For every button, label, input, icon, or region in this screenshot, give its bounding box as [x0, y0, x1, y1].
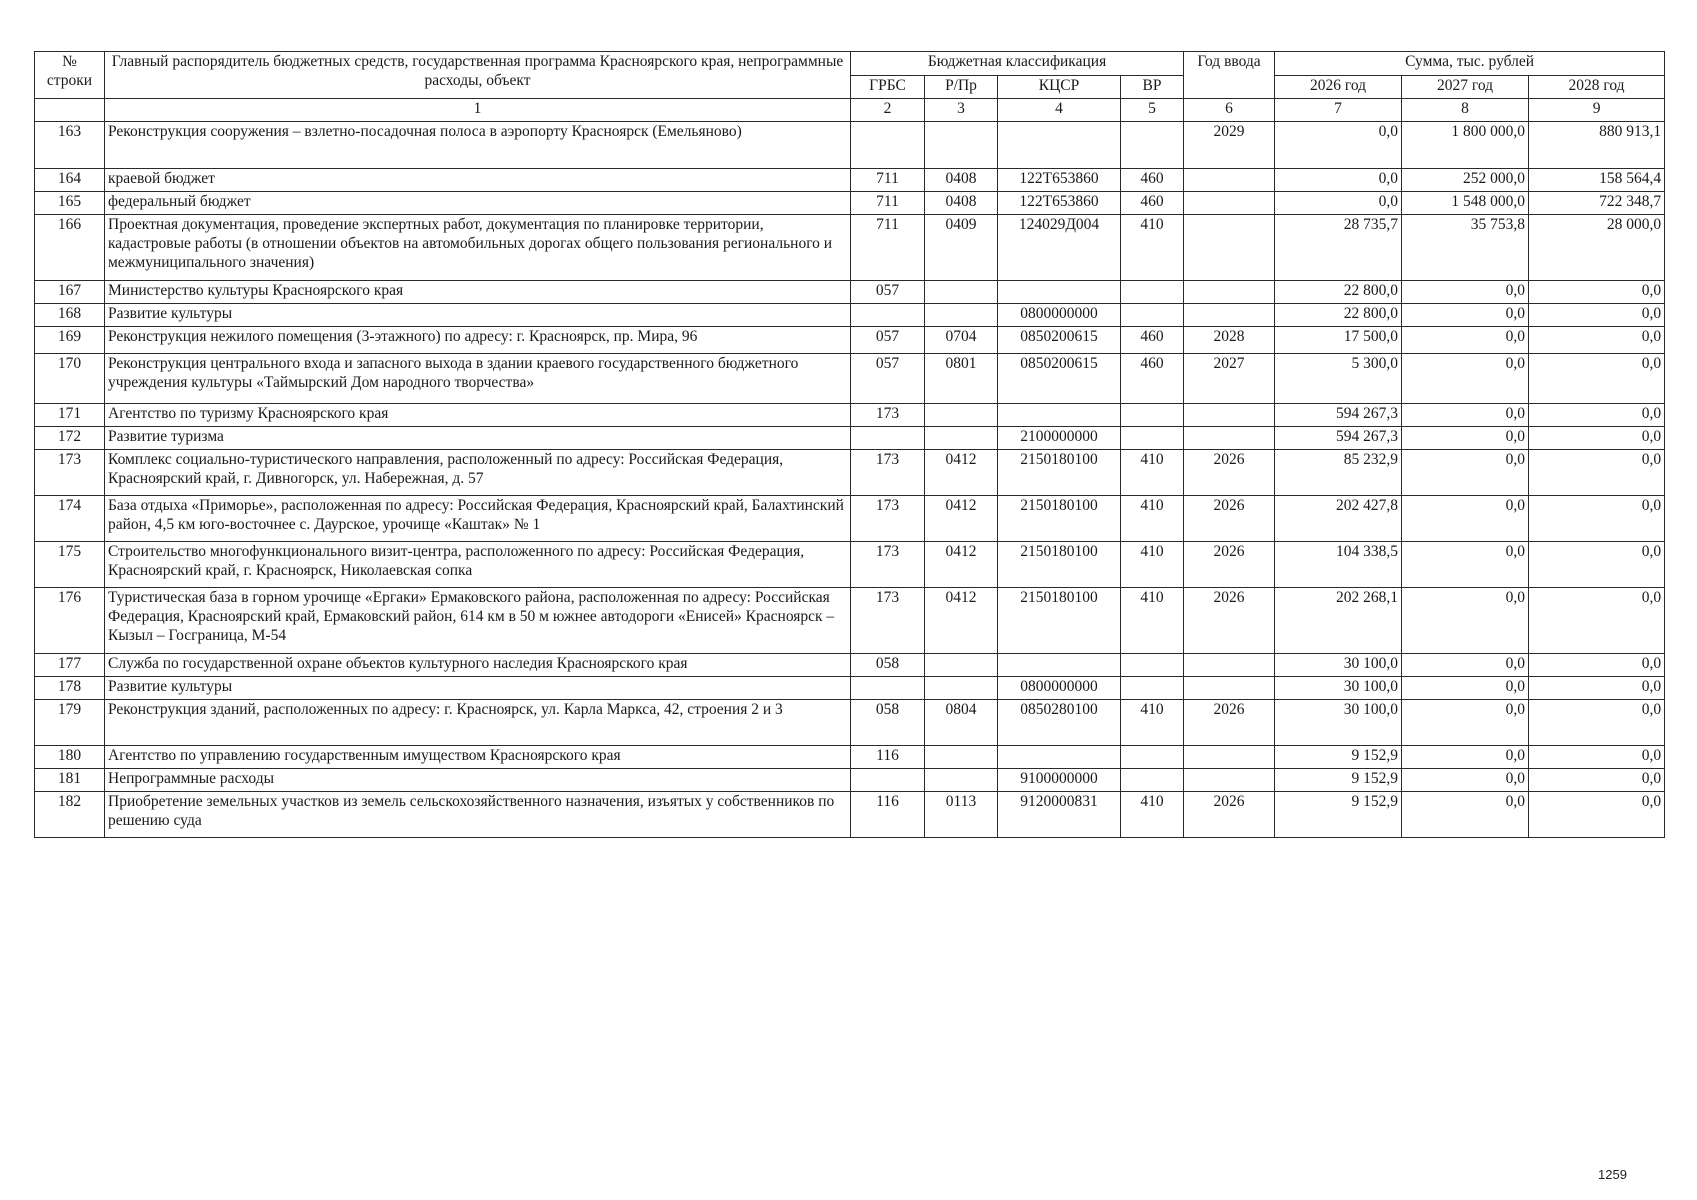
rpr-cell: 0408 [925, 169, 998, 192]
sum-2028-cell: 0,0 [1529, 746, 1665, 769]
header-rpr: Р/Пр [925, 76, 998, 99]
table-row [35, 215, 1665, 281]
table-row [35, 404, 1665, 427]
year-cell [1184, 304, 1275, 327]
kcsr-cell: 0800000000 [998, 677, 1121, 700]
sum-2027-cell: 0,0 [1402, 327, 1529, 354]
kcsr-cell [998, 404, 1121, 427]
year-cell: 2026 [1184, 542, 1275, 588]
table-row [35, 700, 1665, 746]
header-vr: ВР [1121, 76, 1184, 99]
sum-2028-cell: 0,0 [1529, 700, 1665, 746]
row-number-cell: 165 [35, 192, 105, 215]
vr-cell: 410 [1121, 588, 1184, 654]
sum-2026-cell: 594 267,3 [1275, 404, 1402, 427]
vr-cell [1121, 281, 1184, 304]
grbs-cell: 116 [851, 792, 925, 838]
header-grbs: ГРБС [851, 76, 925, 99]
rpr-cell: 0804 [925, 700, 998, 746]
year-cell [1184, 677, 1275, 700]
kcsr-cell: 2150180100 [998, 542, 1121, 588]
row-number-cell: 170 [35, 354, 105, 404]
rpr-cell: 0412 [925, 588, 998, 654]
sum-2026-cell: 202 268,1 [1275, 588, 1402, 654]
kcsr-cell [998, 654, 1121, 677]
rpr-cell [925, 122, 998, 169]
sum-2028-cell: 880 913,1 [1529, 122, 1665, 169]
sum-2026-cell: 30 100,0 [1275, 677, 1402, 700]
sum-2028-cell: 0,0 [1529, 792, 1665, 838]
vr-cell: 410 [1121, 215, 1184, 281]
table-row [35, 192, 1665, 215]
rpr-cell [925, 746, 998, 769]
table-row [35, 304, 1665, 327]
row-name-cell: Проектная документация, проведение экспертных работ, документация по планировке территории, кадастровые работы (в отношении объектов на автомобильных дорогах общего пользования регионального и межмуниципального значения) [105, 215, 851, 281]
table-row [35, 450, 1665, 496]
row-name-cell: федеральный бюджет [105, 192, 851, 215]
year-cell [1184, 169, 1275, 192]
rpr-cell [925, 677, 998, 700]
rpr-cell [925, 654, 998, 677]
column-number: 3 [925, 99, 998, 122]
row-number-cell: 172 [35, 427, 105, 450]
vr-cell [1121, 677, 1184, 700]
rpr-cell: 0412 [925, 450, 998, 496]
sum-2028-cell: 0,0 [1529, 404, 1665, 427]
year-cell: 2026 [1184, 700, 1275, 746]
vr-cell: 460 [1121, 327, 1184, 354]
year-cell: 2027 [1184, 354, 1275, 404]
sum-2026-cell: 22 800,0 [1275, 281, 1402, 304]
sum-2027-cell: 0,0 [1402, 677, 1529, 700]
column-number: 5 [1121, 99, 1184, 122]
vr-cell [1121, 304, 1184, 327]
kcsr-cell: 122T653860 [998, 192, 1121, 215]
vr-cell [1121, 769, 1184, 792]
sum-2026-cell: 22 800,0 [1275, 304, 1402, 327]
grbs-cell: 711 [851, 215, 925, 281]
budget-table [34, 51, 1665, 838]
sum-2026-cell: 9 152,9 [1275, 746, 1402, 769]
row-number-cell: 180 [35, 746, 105, 769]
row-name-cell: Приобретение земельных участков из земель сельскохозяйственного назначения, изъятых у собственников по решению суда [105, 792, 851, 838]
sum-2026-cell: 28 735,7 [1275, 215, 1402, 281]
sum-2028-cell: 158 564,4 [1529, 169, 1665, 192]
sum-2027-cell: 0,0 [1402, 354, 1529, 404]
rpr-cell: 0801 [925, 354, 998, 404]
column-number: 1 [105, 99, 851, 122]
grbs-cell: 173 [851, 496, 925, 542]
sum-2028-cell: 0,0 [1529, 769, 1665, 792]
rpr-cell [925, 769, 998, 792]
year-cell [1184, 654, 1275, 677]
grbs-cell: 057 [851, 327, 925, 354]
table-row [35, 169, 1665, 192]
vr-cell: 410 [1121, 542, 1184, 588]
grbs-cell: 116 [851, 746, 925, 769]
year-cell: 2026 [1184, 496, 1275, 542]
row-number-cell: 163 [35, 122, 105, 169]
header-year-2026: 2026 год [1275, 76, 1402, 99]
table-row [35, 588, 1665, 654]
vr-cell: 410 [1121, 450, 1184, 496]
kcsr-cell: 2150180100 [998, 450, 1121, 496]
grbs-cell [851, 122, 925, 169]
vr-cell: 410 [1121, 792, 1184, 838]
sum-2026-cell: 30 100,0 [1275, 654, 1402, 677]
row-name-cell: Агентство по туризму Красноярского края [105, 404, 851, 427]
row-name-cell: Реконструкция центрального входа и запасного выхода в здании краевого государственного бюджетного учреждения культуры «Таймырский Дом народного творчества» [105, 354, 851, 404]
sum-2026-cell: 17 500,0 [1275, 327, 1402, 354]
sum-2028-cell: 0,0 [1529, 677, 1665, 700]
table-row [35, 496, 1665, 542]
sum-2027-cell: 0,0 [1402, 746, 1529, 769]
rpr-cell: 0409 [925, 215, 998, 281]
vr-cell: 460 [1121, 192, 1184, 215]
kcsr-cell: 2150180100 [998, 588, 1121, 654]
vr-cell: 460 [1121, 354, 1184, 404]
table-row [35, 281, 1665, 304]
kcsr-cell: 0850200615 [998, 354, 1121, 404]
year-cell: 2026 [1184, 588, 1275, 654]
row-name-cell: Строительство многофункционального визит-центра, расположенного по адресу: Российская Федерация, Красноярский край, г. Красноярск, Николаевская сопка [105, 542, 851, 588]
sum-2027-cell: 0,0 [1402, 450, 1529, 496]
row-name-cell: База отдыха «Приморье», расположенная по адресу: Российская Федерация, Красноярский край, Балахтинский район, 4,5 км юго-восточнее с. Даурское, урочище «Каштак» № 1 [105, 496, 851, 542]
year-cell [1184, 281, 1275, 304]
kcsr-cell: 0800000000 [998, 304, 1121, 327]
row-name-cell: Министерство культуры Красноярского края [105, 281, 851, 304]
sum-2026-cell: 30 100,0 [1275, 700, 1402, 746]
column-number: 9 [1529, 99, 1665, 122]
header-sum: Сумма, тыс. рублей [1275, 52, 1665, 76]
sum-2028-cell: 0,0 [1529, 281, 1665, 304]
rpr-cell: 0408 [925, 192, 998, 215]
row-number-cell: 168 [35, 304, 105, 327]
kcsr-cell: 2100000000 [998, 427, 1121, 450]
sum-2027-cell: 0,0 [1402, 769, 1529, 792]
table-row [35, 122, 1665, 169]
row-number-cell: 173 [35, 450, 105, 496]
rpr-cell [925, 281, 998, 304]
vr-cell: 460 [1121, 169, 1184, 192]
header-year-intro: Год ввода [1184, 52, 1275, 99]
sum-2027-cell: 0,0 [1402, 496, 1529, 542]
grbs-cell: 057 [851, 354, 925, 404]
table-row [35, 677, 1665, 700]
sum-2027-cell: 0,0 [1402, 404, 1529, 427]
kcsr-cell: 122T653860 [998, 169, 1121, 192]
year-cell [1184, 769, 1275, 792]
sum-2027-cell: 0,0 [1402, 304, 1529, 327]
grbs-cell: 173 [851, 450, 925, 496]
header-kcsr: КЦСР [998, 76, 1121, 99]
table-row [35, 354, 1665, 404]
grbs-cell [851, 677, 925, 700]
grbs-cell: 173 [851, 542, 925, 588]
row-name-cell: Реконструкция сооружения – взлетно-посадочная полоса в аэропорту Красноярск (Емельяново) [105, 122, 851, 169]
sum-2028-cell: 0,0 [1529, 542, 1665, 588]
kcsr-cell [998, 122, 1121, 169]
table-row [35, 746, 1665, 769]
sum-2026-cell: 0,0 [1275, 169, 1402, 192]
grbs-cell: 711 [851, 169, 925, 192]
row-name-cell: Реконструкция нежилого помещения (3-этажного) по адресу: г. Красноярск, пр. Мира, 96 [105, 327, 851, 354]
rpr-cell: 0113 [925, 792, 998, 838]
vr-cell [1121, 654, 1184, 677]
year-cell: 2026 [1184, 450, 1275, 496]
sum-2028-cell: 0,0 [1529, 654, 1665, 677]
year-cell: 2029 [1184, 122, 1275, 169]
kcsr-cell: 0850200615 [998, 327, 1121, 354]
sum-2026-cell: 0,0 [1275, 192, 1402, 215]
row-name-cell: Туристическая база в горном урочище «Ергаки» Ермаковского района, расположенная по адресу: Российская Федерация, Красноярский край, Ермаковский район, 614 км в 50 м южнее автодороги «Енисей» Красноярск – Кызыл – Госграница, М-54 [105, 588, 851, 654]
rpr-cell [925, 404, 998, 427]
sum-2026-cell: 85 232,9 [1275, 450, 1402, 496]
sum-2027-cell: 0,0 [1402, 700, 1529, 746]
sum-2026-cell: 9 152,9 [1275, 792, 1402, 838]
kcsr-cell: 124029Д004 [998, 215, 1121, 281]
year-cell [1184, 192, 1275, 215]
row-name-cell: краевой бюджет [105, 169, 851, 192]
rpr-cell: 0704 [925, 327, 998, 354]
sum-2026-cell: 5 300,0 [1275, 354, 1402, 404]
year-cell [1184, 427, 1275, 450]
header-year-2027: 2027 год [1402, 76, 1529, 99]
kcsr-cell: 0850280100 [998, 700, 1121, 746]
row-name-cell: Непрограммные расходы [105, 769, 851, 792]
sum-2028-cell: 0,0 [1529, 496, 1665, 542]
row-number-cell: 176 [35, 588, 105, 654]
grbs-cell: 058 [851, 700, 925, 746]
row-number-cell: 164 [35, 169, 105, 192]
sum-2026-cell: 594 267,3 [1275, 427, 1402, 450]
grbs-cell: 711 [851, 192, 925, 215]
row-name-cell: Развитие туризма [105, 427, 851, 450]
sum-2027-cell: 0,0 [1402, 542, 1529, 588]
vr-cell: 410 [1121, 496, 1184, 542]
row-number-cell: 175 [35, 542, 105, 588]
column-number-empty [35, 99, 105, 122]
sum-2026-cell: 202 427,8 [1275, 496, 1402, 542]
sum-2027-cell: 0,0 [1402, 427, 1529, 450]
kcsr-cell: 2150180100 [998, 496, 1121, 542]
table-row [35, 427, 1665, 450]
rpr-cell: 0412 [925, 542, 998, 588]
grbs-cell: 057 [851, 281, 925, 304]
sum-2027-cell: 1 800 000,0 [1402, 122, 1529, 169]
column-number: 7 [1275, 99, 1402, 122]
sum-2028-cell: 0,0 [1529, 354, 1665, 404]
row-number-cell: 182 [35, 792, 105, 838]
sum-2027-cell: 0,0 [1402, 588, 1529, 654]
sum-2027-cell: 0,0 [1402, 654, 1529, 677]
table-row [35, 792, 1665, 838]
kcsr-cell: 9100000000 [998, 769, 1121, 792]
row-name-cell: Комплекс социально-туристического направления, расположенный по адресу: Российская Федерация, Красноярский край, г. Дивногорск, ул. Набережная, д. 57 [105, 450, 851, 496]
grbs-cell: 173 [851, 404, 925, 427]
sum-2026-cell: 0,0 [1275, 122, 1402, 169]
year-cell: 2026 [1184, 792, 1275, 838]
table-body [35, 122, 1665, 838]
sum-2028-cell: 0,0 [1529, 304, 1665, 327]
row-name-cell: Агентство по управлению государственным имуществом Красноярского края [105, 746, 851, 769]
row-number-cell: 171 [35, 404, 105, 427]
row-number-cell: 174 [35, 496, 105, 542]
column-number: 6 [1184, 99, 1275, 122]
sum-2028-cell: 0,0 [1529, 450, 1665, 496]
column-number: 2 [851, 99, 925, 122]
table-row [35, 542, 1665, 588]
sum-2027-cell: 1 548 000,0 [1402, 192, 1529, 215]
sum-2027-cell: 252 000,0 [1402, 169, 1529, 192]
row-name-cell: Развитие культуры [105, 304, 851, 327]
row-number-cell: 181 [35, 769, 105, 792]
vr-cell [1121, 746, 1184, 769]
row-name-cell: Реконструкция зданий, расположенных по адресу: г. Красноярск, ул. Карла Маркса, 42, строения 2 и 3 [105, 700, 851, 746]
sum-2027-cell: 0,0 [1402, 281, 1529, 304]
grbs-cell: 058 [851, 654, 925, 677]
row-number-cell: 178 [35, 677, 105, 700]
header-row-number: № строки [35, 52, 105, 99]
year-cell [1184, 215, 1275, 281]
grbs-cell [851, 304, 925, 327]
header-main-column: Главный распорядитель бюджетных средств, государственная программа Красноярского края, непрограммные расходы, объект [105, 52, 851, 99]
kcsr-cell [998, 281, 1121, 304]
year-cell: 2028 [1184, 327, 1275, 354]
sum-2028-cell: 28 000,0 [1529, 215, 1665, 281]
sum-2028-cell: 0,0 [1529, 588, 1665, 654]
row-name-cell: Развитие культуры [105, 677, 851, 700]
grbs-cell: 173 [851, 588, 925, 654]
sum-2026-cell: 104 338,5 [1275, 542, 1402, 588]
grbs-cell [851, 427, 925, 450]
vr-cell: 410 [1121, 700, 1184, 746]
vr-cell [1121, 404, 1184, 427]
table-row [35, 654, 1665, 677]
sum-2026-cell: 9 152,9 [1275, 769, 1402, 792]
header-year-2028: 2028 год [1529, 76, 1665, 99]
vr-cell [1121, 427, 1184, 450]
sum-2028-cell: 0,0 [1529, 327, 1665, 354]
column-number: 4 [998, 99, 1121, 122]
kcsr-cell: 9120000831 [998, 792, 1121, 838]
row-number-cell: 167 [35, 281, 105, 304]
table-row [35, 327, 1665, 354]
year-cell [1184, 746, 1275, 769]
column-number: 8 [1402, 99, 1529, 122]
vr-cell [1121, 122, 1184, 169]
row-number-cell: 169 [35, 327, 105, 354]
year-cell [1184, 404, 1275, 427]
rpr-cell [925, 427, 998, 450]
sum-2027-cell: 35 753,8 [1402, 215, 1529, 281]
header-budget-classification: Бюджетная классификация [851, 52, 1184, 76]
sum-2028-cell: 722 348,7 [1529, 192, 1665, 215]
row-number-cell: 179 [35, 700, 105, 746]
column-number-row [35, 99, 1665, 122]
grbs-cell [851, 769, 925, 792]
kcsr-cell [998, 746, 1121, 769]
row-number-cell: 177 [35, 654, 105, 677]
sum-2027-cell: 0,0 [1402, 792, 1529, 838]
table-row [35, 769, 1665, 792]
row-number-cell: 166 [35, 215, 105, 281]
rpr-cell [925, 304, 998, 327]
rpr-cell: 0412 [925, 496, 998, 542]
row-name-cell: Служба по государственной охране объектов культурного наследия Красноярского края [105, 654, 851, 677]
table-header [35, 52, 1665, 122]
page-number: 1259 [1598, 1167, 1627, 1182]
sum-2028-cell: 0,0 [1529, 427, 1665, 450]
